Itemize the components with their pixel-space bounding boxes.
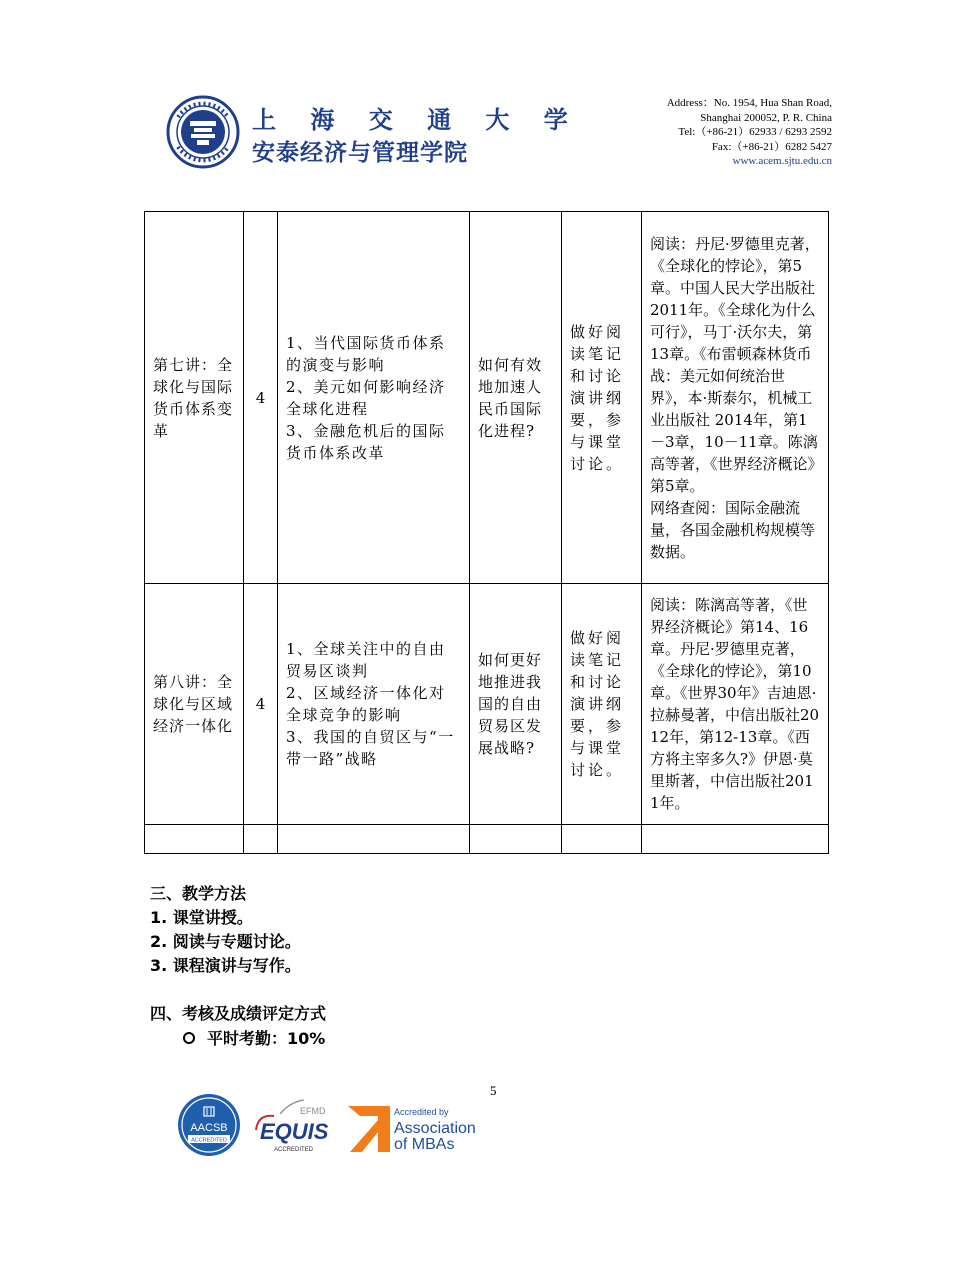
- address-line: Address：No. 1954, Hua Shan Road,: [666, 97, 832, 109]
- aacsb-text: AACSB: [190, 1122, 228, 1134]
- content-item: 3、金融危机后的国际货币体系改革: [286, 421, 446, 462]
- reading-text: 阅读：陈漓高等著，《世界经济概论》第14、16章。丹尼·罗德里克著，《全球化的悖论》，第10章。《世界30年》吉迪恩·拉赫曼著，中信出版社2012年，第12-13章。《西方将主宰多久?》伊恩·莫里斯著，中信出版社2011年。: [650, 596, 820, 812]
- contact-address: [667, 96, 832, 169]
- section-heading: 三、教学方法: [150, 884, 247, 903]
- hours-cell: 4: [244, 212, 278, 584]
- equis-text: EQUIS: [260, 1119, 329, 1144]
- university-name: 上 海 交 通 大 学: [252, 106, 581, 134]
- reading-text: 阅读：丹尼·罗德里克著，《全球化的悖论》，第5章。中国人民大学出版社 2011年。《全球化为什么可行》，马丁·沃尔夫，第13章。《布雷顿森林货币战：美元如何统治世界》，本·斯泰尔，机械工业出版社 2014年，第1－3章，10－11章。陈漓高等著，《世界经济概论》第5章。: [650, 234, 820, 495]
- empty-cell: [244, 825, 278, 854]
- empty-cell: [278, 825, 470, 854]
- aacsb-subtext: ACCREDITED: [191, 1137, 227, 1144]
- equis-accredited-logo: [252, 1094, 342, 1158]
- content-item: 1、全球关注中的自由贸易区谈判: [286, 640, 446, 680]
- lecture-title-cell: 第七讲：全球化与国际货币体系变革: [145, 212, 244, 584]
- empty-table-row: [145, 825, 829, 854]
- fax-line: Fax:（+86-21）6282 5427: [711, 140, 832, 153]
- content-item: 2、区域经济一体化对全球竞争的影响: [286, 684, 446, 724]
- preparation-cell: 做好阅读笔记和讨论演讲纲要，参与课堂讨论。: [562, 584, 642, 825]
- address-line: Shanghai 200052, P. R. China: [700, 111, 832, 124]
- phone-line: Tel:（+86-21）62933 / 6293 2592: [678, 126, 832, 138]
- circle-bullet-icon: [183, 1032, 195, 1044]
- section-heading: 四、考核及成绩评定方式: [150, 1004, 327, 1023]
- equis-top-text: EFMD: [300, 1106, 326, 1116]
- amba-accredited-logo: [348, 1104, 482, 1154]
- empty-cell: [642, 825, 829, 854]
- assessment-text: 平时考勤：10%: [207, 1029, 326, 1048]
- reading-cell: [642, 212, 829, 584]
- content-item: 3、我国的自贸区与“一带一路”战略: [286, 728, 455, 768]
- empty-cell: [145, 825, 244, 854]
- method-item: 2. 阅读与专题讨论。: [150, 932, 301, 951]
- lecture-content-cell: [278, 212, 470, 584]
- teaching-method-section: [150, 882, 326, 1052]
- empty-cell: [562, 825, 642, 854]
- amba-line1: Accredited by: [394, 1107, 449, 1117]
- discussion-question-cell: 如何更好地推进我国的自由贸易区发展战略?: [470, 584, 562, 825]
- hours-cell: 4: [244, 584, 278, 825]
- page-number: 5: [490, 1083, 497, 1098]
- reading-extra-text: 网络查阅：国际金融流量，各国金融机构规模等数据。: [650, 498, 816, 561]
- amba-line2: Association: [394, 1120, 476, 1137]
- table-row: [145, 212, 829, 584]
- method-item: 1. 课堂讲授。: [150, 908, 253, 927]
- preparation-cell: 做好阅读笔记和讨论演讲纲要，参与课堂讨论。: [562, 212, 642, 584]
- assessment-item: [150, 1026, 326, 1052]
- school-name: 安泰经济与管理学院: [252, 140, 468, 166]
- equis-subtext: ACCREDITED: [274, 1147, 314, 1153]
- content-item: 2、美元如何影响经济全球化进程: [286, 377, 446, 418]
- amba-line3: of MBAs: [394, 1136, 455, 1153]
- lecture-content-cell: [278, 584, 470, 825]
- empty-cell: [470, 825, 562, 854]
- course-schedule-table: [144, 211, 829, 854]
- website-link[interactable]: www.acem.sjtu.edu.cn: [732, 155, 832, 167]
- university-seal-logo: [166, 95, 240, 169]
- content-item: 1、当代国际货币体系的演变与影响: [286, 333, 446, 374]
- lecture-title-cell: 第八讲：全球化与区域经济一体化: [145, 584, 244, 825]
- aacsb-accredited-logo: [177, 1093, 241, 1157]
- table-row: [145, 584, 829, 825]
- reading-cell: [642, 584, 829, 825]
- discussion-question-cell: 如何有效地加速人民币国际化进程?: [470, 212, 562, 584]
- method-item: 3. 课程演讲与写作。: [150, 956, 301, 975]
